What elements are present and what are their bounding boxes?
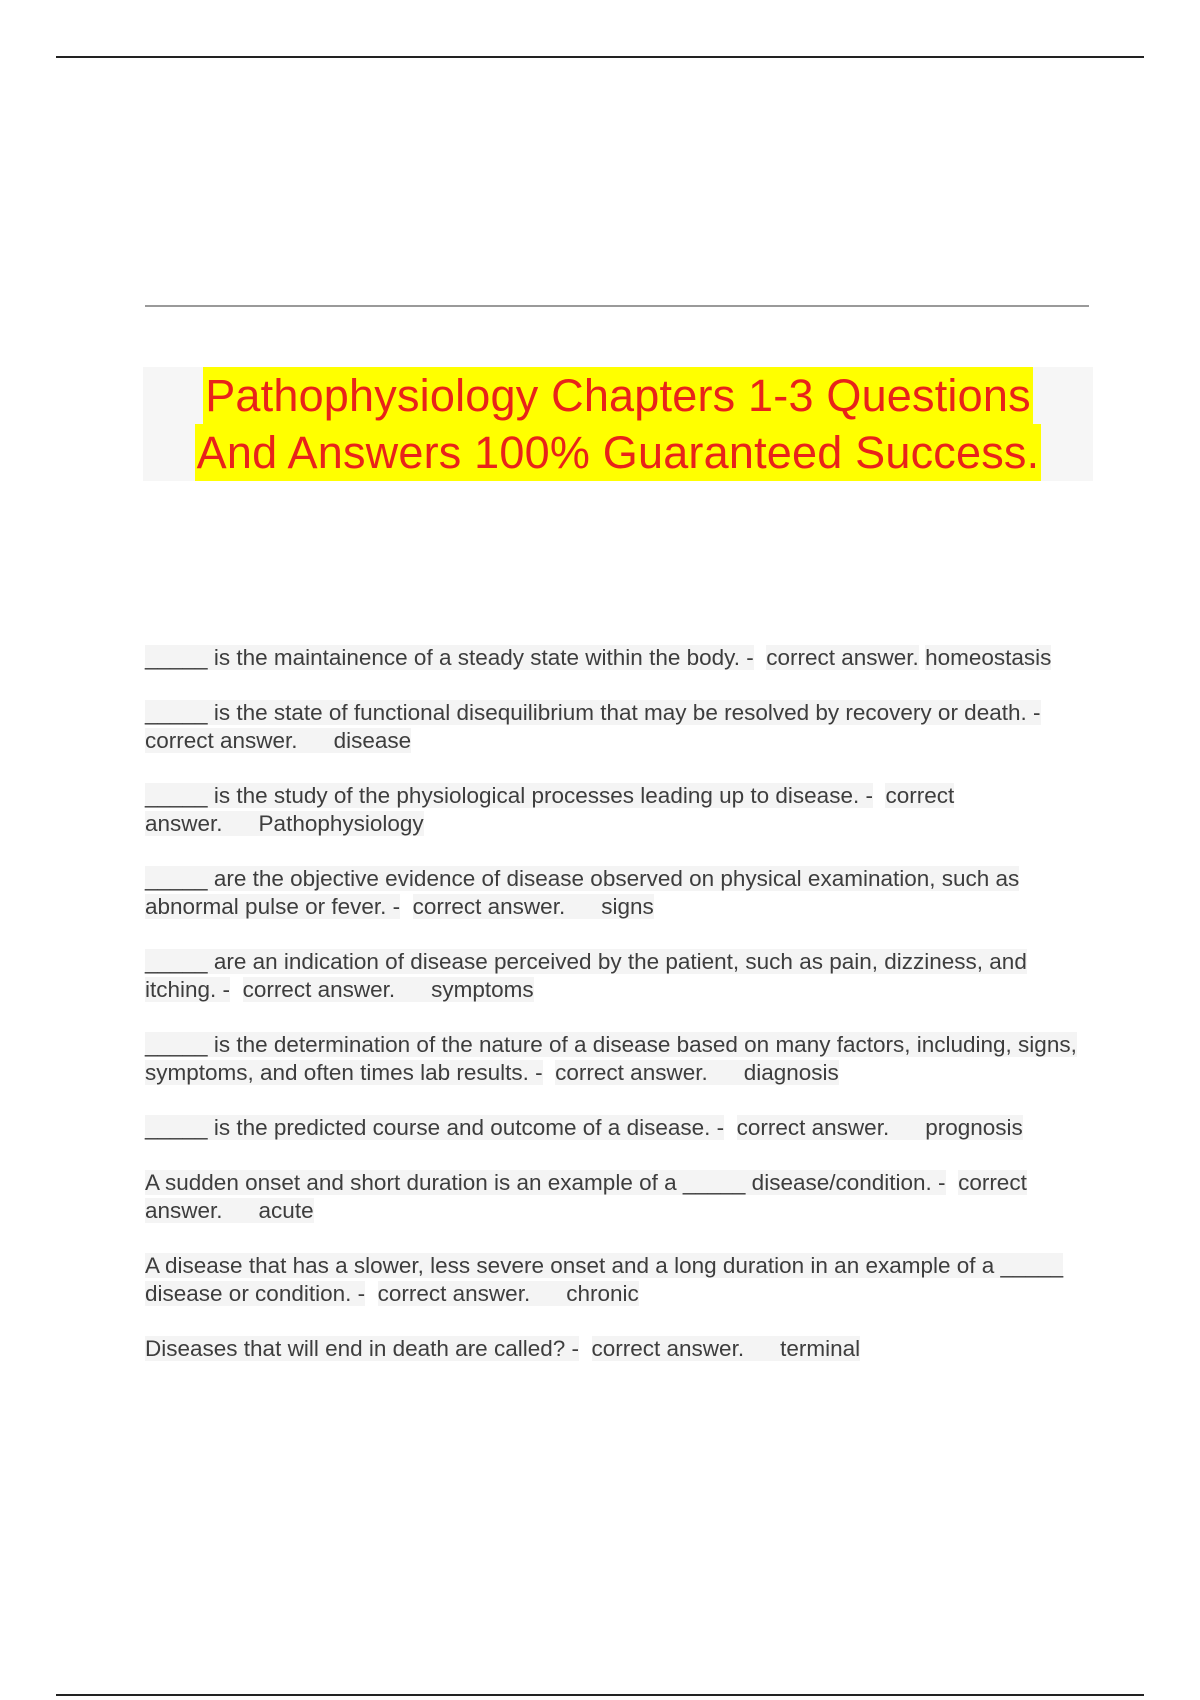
qa-question: Diseases that will end in death are called? - (145, 1336, 579, 1361)
qa-item (145, 865, 1090, 921)
qa-answer-marker: correct answer. (242, 977, 396, 1002)
qa-answer-marker: correct answer. (145, 783, 955, 836)
qa-answer: chronic (530, 1281, 639, 1306)
qa-item (145, 1252, 1090, 1308)
document-title (143, 367, 1093, 481)
qa-answer-marker: correct answer. (736, 1115, 890, 1140)
qa-answer: homeostasis (925, 645, 1052, 670)
qa-question: _____ is the maintainence of a steady state within the body. - (145, 645, 754, 670)
qa-item (145, 782, 1090, 838)
qa-answer-marker: correct answer. (591, 1336, 745, 1361)
page-top-rule (56, 56, 1144, 58)
qa-item (145, 1031, 1090, 1087)
qa-answer: Pathophysiology (223, 811, 424, 836)
qa-answer: terminal (744, 1336, 860, 1361)
qa-item (145, 1169, 1090, 1225)
qa-question: _____ is the predicted course and outcome of a disease. - (145, 1115, 725, 1140)
qa-answer-marker: correct answer. (145, 728, 298, 753)
title-line-2: And Answers 100% Guaranteed Success. (195, 424, 1042, 481)
qa-item (145, 1335, 1090, 1363)
qa-question: _____ is the study of the physiological processes leading up to disease. - (145, 783, 873, 808)
qa-item (145, 1114, 1090, 1142)
qa-question: _____ is the determination of the nature of a disease based on many factors, including, signs, symptoms, and often times lab results. - (145, 1032, 1077, 1085)
header-divider (145, 305, 1089, 307)
qa-answer: disease (298, 728, 412, 753)
qa-answer-marker: correct answer. (377, 1281, 531, 1306)
qa-item (145, 644, 1090, 672)
qa-answer: diagnosis (708, 1060, 839, 1085)
qa-answer: acute (223, 1198, 314, 1223)
qa-question: A sudden onset and short duration is an example of a _____ disease/condition. - (145, 1170, 946, 1195)
qa-answer-marker: correct answer. (766, 645, 919, 670)
qa-answer: prognosis (889, 1115, 1023, 1140)
page-bottom-rule (56, 1694, 1144, 1696)
qa-item (145, 699, 1090, 755)
qa-question: _____ is the state of functional disequilibrium that may be resolved by recovery or death. - (145, 700, 1041, 725)
qa-question: A disease that has a slower, less severe onset and a long duration in an example of a _____ disease or condition. - (145, 1253, 1064, 1306)
qa-question: _____ are an indication of disease perceived by the patient, such as pain, dizziness, and itching. - (145, 949, 1027, 1002)
qa-answer-marker: correct answer. (412, 894, 566, 919)
qa-list (145, 644, 1090, 1390)
qa-question: _____ are the objective evidence of disease observed on physical examination, such as abnormal pulse or fever. - (145, 866, 1020, 919)
qa-answer-marker: correct answer. (145, 1170, 1027, 1223)
qa-answer: symptoms (395, 977, 534, 1002)
qa-answer: signs (565, 894, 654, 919)
title-line-1: Pathophysiology Chapters 1-3 Questions (203, 367, 1033, 424)
qa-answer-marker: correct answer. (555, 1060, 708, 1085)
qa-item (145, 948, 1090, 1004)
